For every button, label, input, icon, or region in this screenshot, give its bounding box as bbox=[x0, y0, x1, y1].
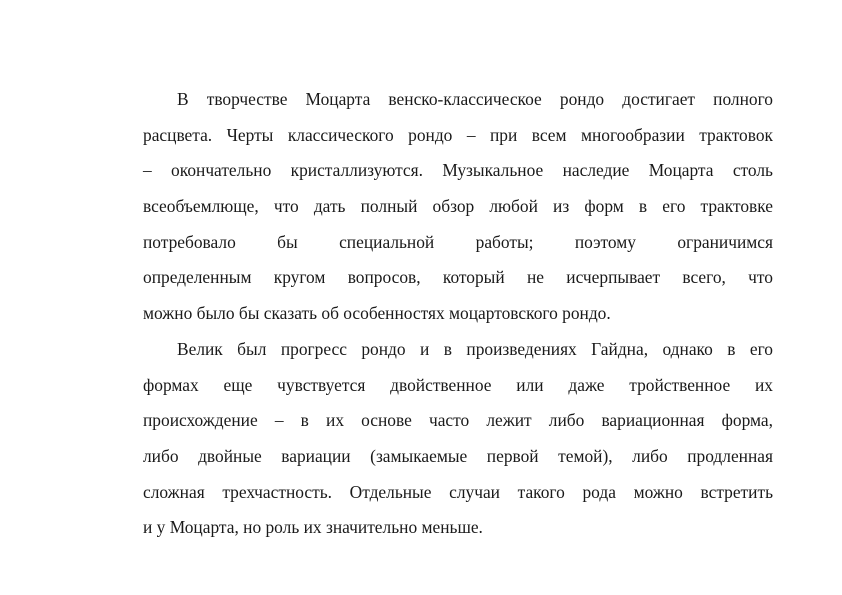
paragraph-line: всеобъемлюще, что дать полный обзор любой из форм в его трактовке bbox=[143, 196, 773, 217]
paragraph-line: расцвета. Черты классического рондо – при всем многообразии трактовок bbox=[143, 124, 773, 145]
paragraph-line: Велик был прогресс рондо и в произведениях Гайдна, однако в его bbox=[177, 338, 773, 359]
paragraph-line: формах еще чувствуется двойственное или даже тройственное их bbox=[143, 374, 773, 395]
paragraph-2 bbox=[143, 332, 773, 546]
paragraph-line: потребовало бы специальной работы; поэтому ограничимся bbox=[143, 231, 773, 252]
paragraph-line: происхождение – в их основе часто лежит либо вариационная форма, bbox=[143, 410, 773, 431]
document-body bbox=[143, 82, 773, 546]
paragraph-line: и у Моцарта, но роль их значительно меньше. bbox=[143, 517, 483, 538]
paragraph-line: – окончательно кристаллизуются. Музыкальное наследие Моцарта столь bbox=[143, 160, 773, 181]
paragraph-line: либо двойные вариации (замыкаемые первой темой), либо продленная bbox=[143, 445, 773, 466]
paragraph-line: сложная трехчастность. Отдельные случаи такого рода можно встретить bbox=[143, 481, 773, 502]
paragraph-line: В творчестве Моцарта венско-классическое рондо достигает полного bbox=[177, 89, 773, 109]
paragraph-1 bbox=[143, 82, 773, 332]
paragraph-line: можно было бы сказать об особенностях моцартовского рондо. bbox=[143, 303, 611, 324]
paragraph-line: определенным кругом вопросов, который не исчерпывает всего, что bbox=[143, 267, 773, 288]
